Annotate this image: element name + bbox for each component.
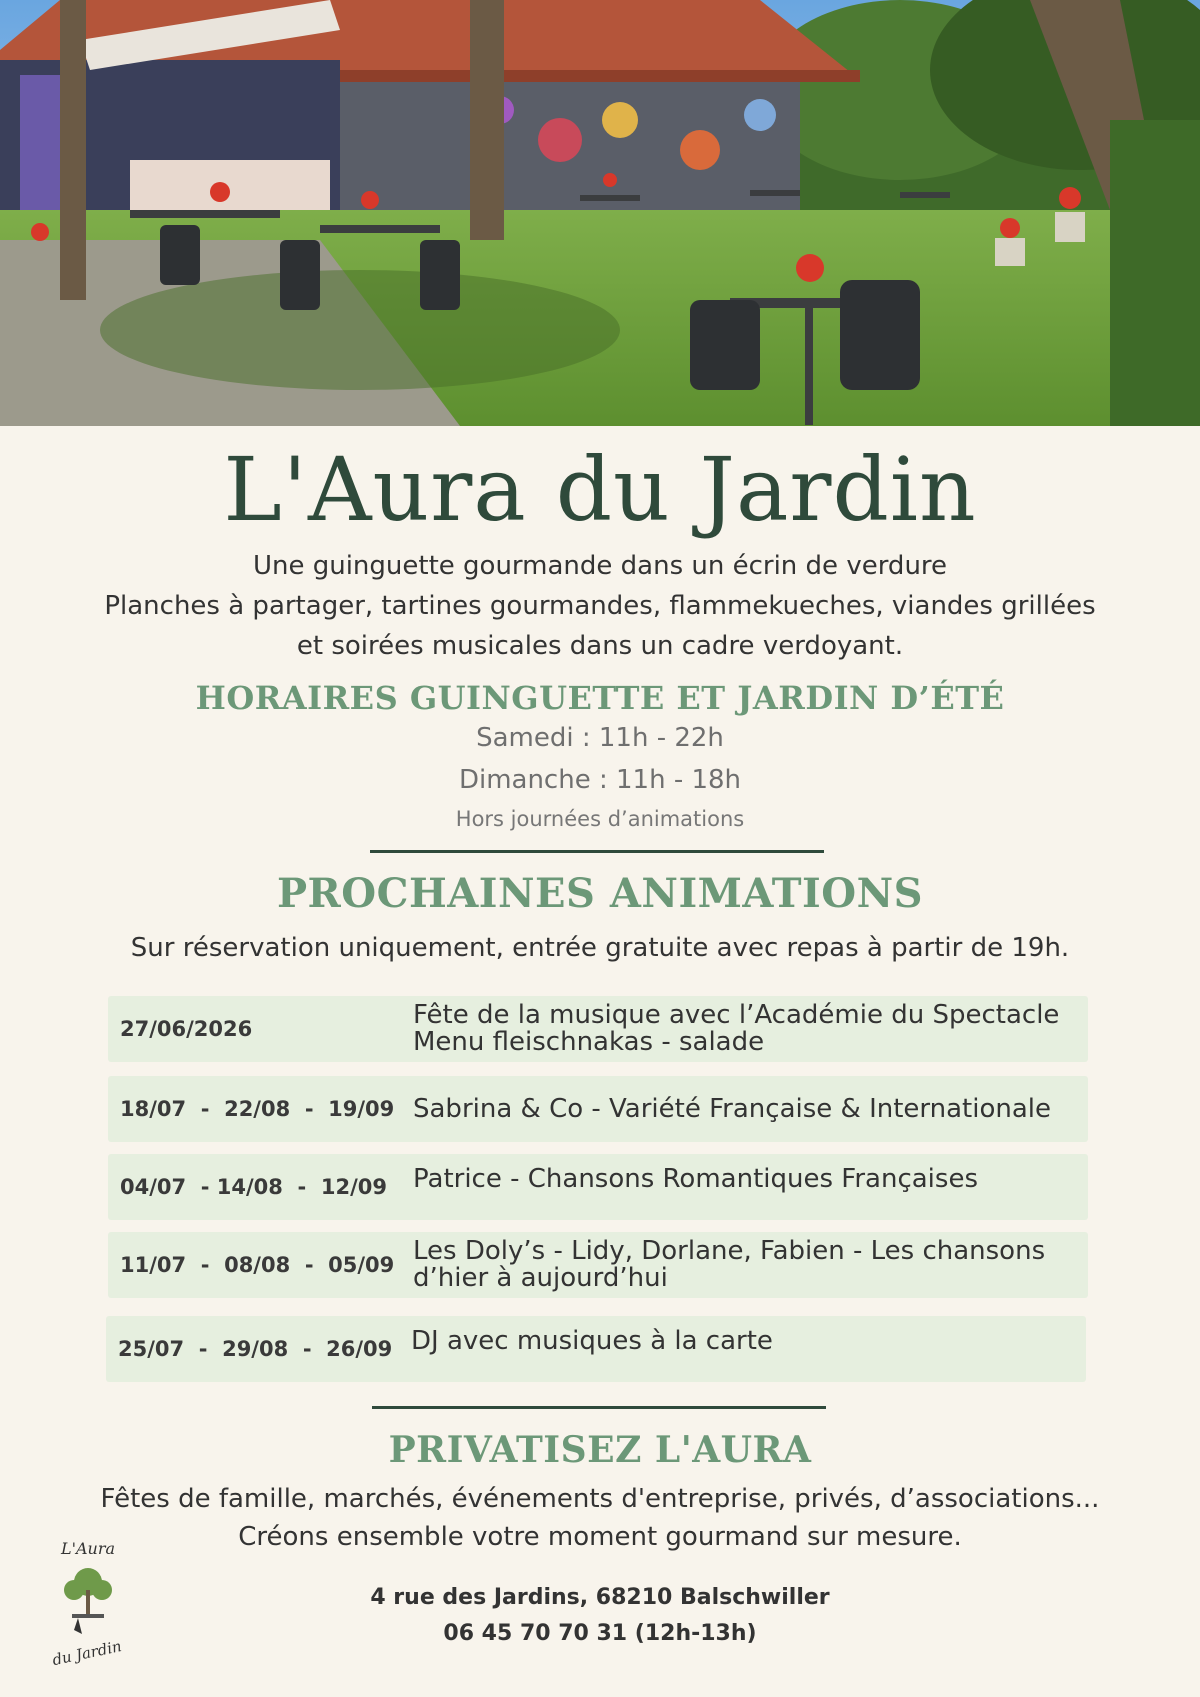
intro-line-2: et soirées musicales dans un cadre verdoyant. [296, 631, 904, 661]
event-row [106, 1316, 1086, 1382]
page-title: L'Aura du Jardin [223, 438, 977, 541]
event-description [413, 1154, 1083, 1220]
event-row [108, 996, 1088, 1062]
event-description [413, 1076, 1083, 1142]
private-line-2: Créons ensemble votre moment gourmand sur mesure. [238, 1522, 962, 1552]
event-dates: 18/07 - 22/08 - 19/09 [120, 1097, 395, 1121]
brand-logo [38, 1530, 138, 1670]
hours-note: Hors journées d’animations [455, 807, 745, 831]
event-line-1: Les Doly’s - Lidy, Dorlane, Fabien - Les chansons [413, 1236, 1046, 1266]
event-row [108, 1076, 1088, 1142]
event-line-1: DJ avec musiques à la carte [411, 1326, 773, 1356]
event-line-1: Patrice - Chansons Romantiques Françaises [413, 1164, 978, 1194]
event-line-2: d’hier à aujourd’hui [413, 1263, 668, 1293]
hero-photo [0, 0, 1200, 426]
event-dates: 25/07 - 29/08 - 26/09 [118, 1337, 393, 1361]
event-row [108, 1154, 1088, 1220]
intro-tagline: Une guinguette gourmande dans un écrin de verdure [252, 551, 948, 581]
garden-scene-illustration [0, 0, 1200, 426]
private-heading: PRIVATISEZ L'AURA [388, 1429, 812, 1471]
divider [372, 1406, 826, 1409]
hours-saturday: Samedi : 11h - 22h [476, 723, 724, 753]
event-line-1: Fête de la musique avec l’Académie du Spectacle [413, 1000, 1060, 1030]
hours-heading: HORAIRES GUINGUETTE ET JARDIN D’ÉTÉ [195, 679, 1005, 717]
svg-text:L'Aura: L'Aura [60, 1539, 116, 1558]
private-line-1: Fêtes de famille, marchés, événements d'entreprise, privés, d’associations... [100, 1484, 1100, 1514]
contact-address: 4 rue des Jardins, 68210 Balschwiller [370, 1585, 830, 1610]
contact-phone: 06 45 70 70 31 (12h-13h) [443, 1621, 757, 1646]
event-line-2: Menu fleischnakas - salade [413, 1027, 765, 1057]
animations-subtitle: Sur réservation uniquement, entrée gratuite avec repas à partir de 19h. [130, 933, 1070, 963]
animations-heading: PROCHAINES ANIMATIONS [276, 870, 924, 917]
event-dates: 04/07 - 14/08 - 12/09 [120, 1175, 387, 1199]
event-dates: 11/07 - 08/08 - 05/09 [120, 1253, 395, 1277]
event-description [411, 1316, 1081, 1382]
hours-sunday: Dimanche : 11h - 18h [458, 765, 742, 795]
intro-line-1: Planches à partager, tartines gourmandes, flammekueches, viandes grillées [104, 591, 1096, 621]
tree-logo-icon [38, 1530, 138, 1670]
event-row [108, 1232, 1088, 1298]
event-description [413, 1232, 1083, 1298]
divider [370, 850, 824, 853]
event-line-1: Sabrina & Co - Variété Française & Internationale [413, 1093, 1052, 1124]
event-dates: 27/06/2026 [120, 1017, 253, 1041]
event-description [413, 996, 1083, 1062]
svg-text:du Jardin: du Jardin [50, 1637, 124, 1670]
